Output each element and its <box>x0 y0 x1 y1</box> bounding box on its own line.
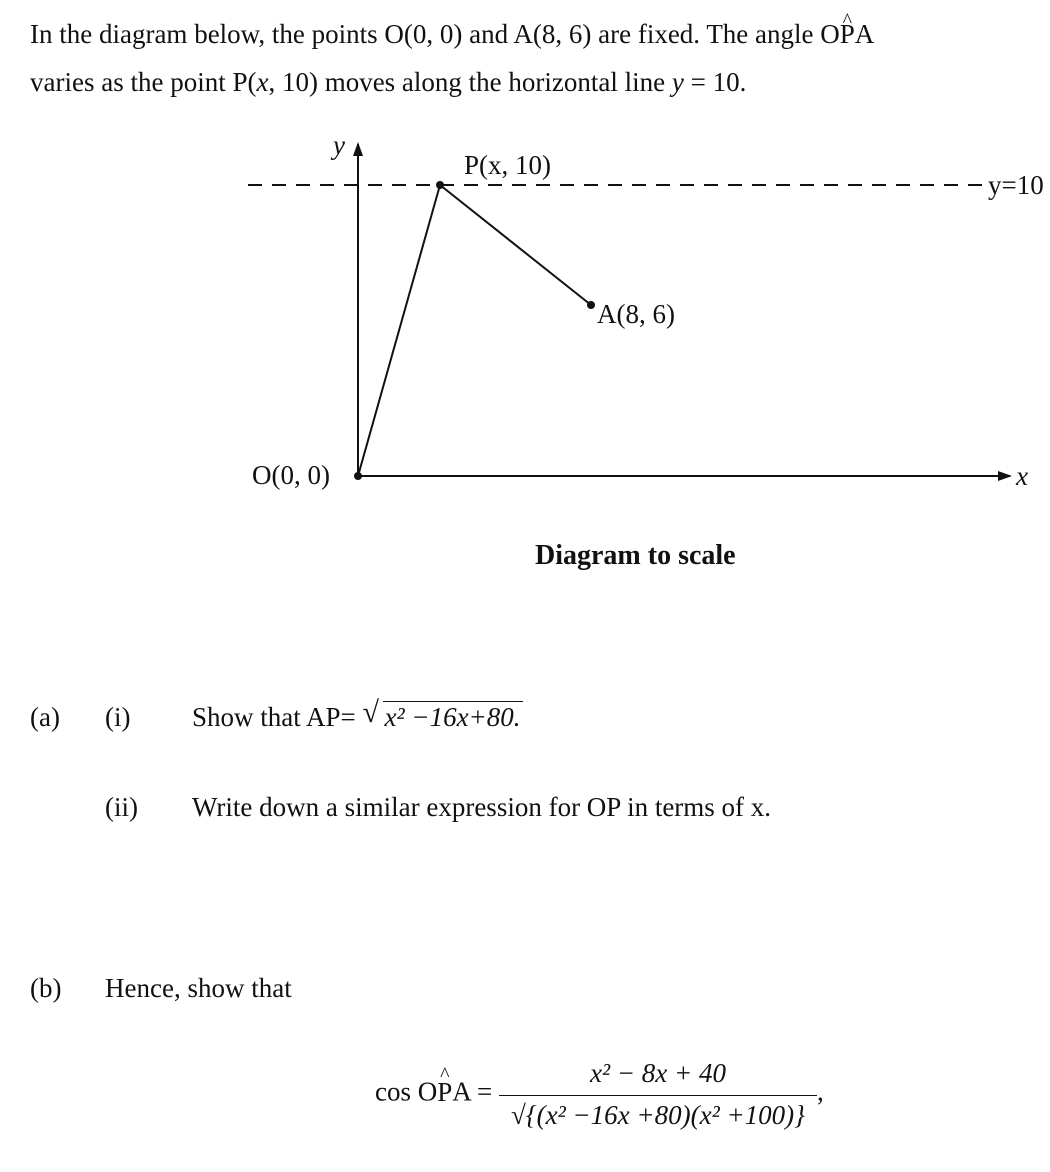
intro-text: , 10) moves along the horizontal line <box>268 67 672 97</box>
intro-line-1 <box>30 10 1045 58</box>
intro-var-x: x <box>256 67 269 97</box>
segment-pa <box>440 185 591 305</box>
intro-var-y: y <box>671 67 684 97</box>
cos-fraction <box>499 1058 817 1131</box>
intro-line-2 <box>30 58 1045 106</box>
point-a <box>587 301 595 309</box>
intro-text: varies as the point P( <box>30 67 257 97</box>
diagram-caption: Diagram to scale <box>535 540 736 571</box>
question-intro <box>30 10 1045 106</box>
part-a-i-text <box>192 696 523 733</box>
trailing-comma: , <box>816 1076 824 1107</box>
part-b-text: Hence, show that <box>105 973 292 1003</box>
angle-hat-p: ^ P <box>437 1077 452 1108</box>
intro-text: A <box>854 19 875 49</box>
y-axis-label: y <box>333 130 345 160</box>
intro-text: = 10. <box>683 67 747 97</box>
radical-sign: √ <box>362 696 379 729</box>
label-line-y10: y=10 <box>988 170 1044 200</box>
intro-text: In the diagram below, the points O(0, 0) and A(8, 6) are fixed. The angle O <box>30 19 840 49</box>
radicand: x² −16x+80. <box>384 702 521 732</box>
label-o: O(0, 0) <box>252 460 330 490</box>
cos-lhs: cos O <box>375 1076 438 1107</box>
sqrt-expression <box>362 696 523 733</box>
label-a: A(8, 6) <box>597 299 675 329</box>
point-o <box>354 472 362 480</box>
part-a-label: (a) <box>30 702 60 732</box>
angle-hat-p: ^ P <box>840 10 855 58</box>
segment-op <box>358 185 440 476</box>
cos-lhs-a: A = <box>452 1076 493 1107</box>
fraction-numerator: x² − 8x + 40 <box>499 1058 817 1096</box>
label-p: P(x, 10) <box>464 150 551 180</box>
point-p <box>436 181 444 189</box>
geometry-diagram <box>0 130 1050 510</box>
cos-equation <box>375 1058 824 1131</box>
x-axis-label: x <box>1016 461 1028 491</box>
part-b-label: (b) <box>30 973 62 1003</box>
part-a-ii-label: (ii) <box>105 792 138 822</box>
part-a-i-label: (i) <box>105 702 131 732</box>
part-a-i-statement: Show that AP= <box>192 702 356 732</box>
fraction-denominator: √{(x² −16x +80)(x² +100)} <box>511 1100 805 1130</box>
part-a-ii-text: Write down a similar expression for OP in terms of x. <box>192 792 772 822</box>
